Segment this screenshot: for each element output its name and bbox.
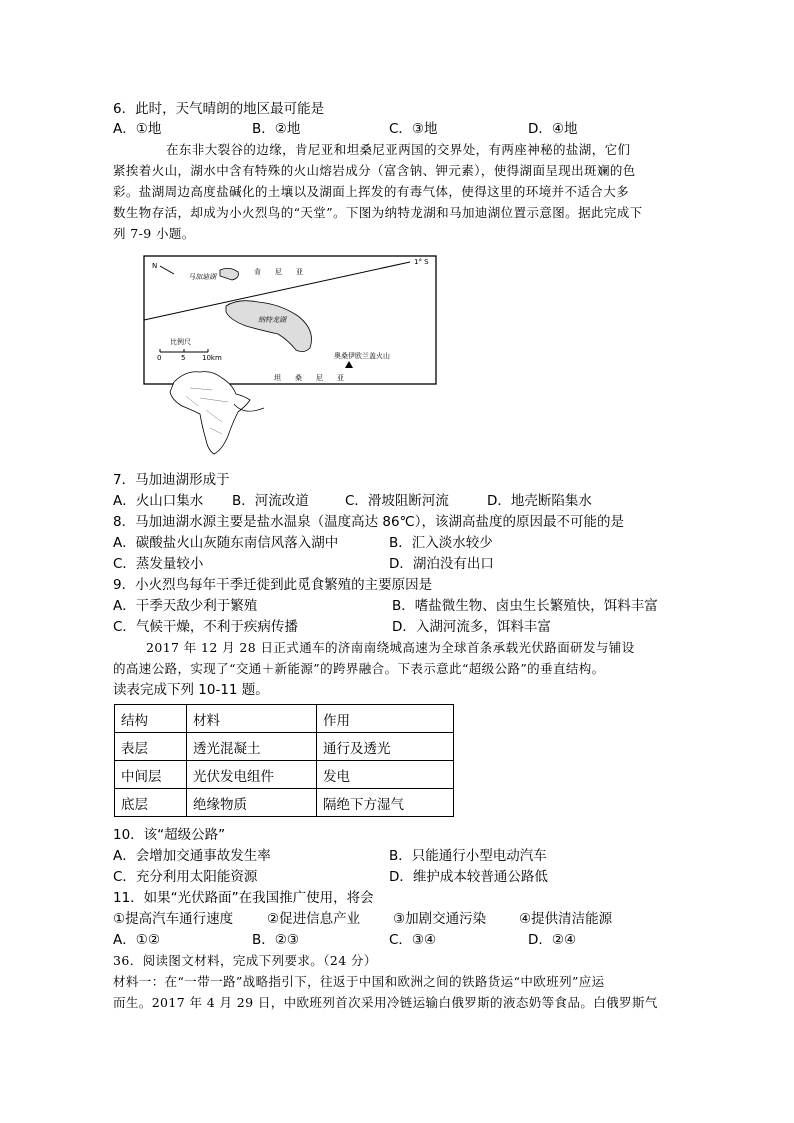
- q10-option-d: D．维护成本较普通公路低: [389, 869, 548, 885]
- q11-item-3: ③加剧交通污染: [393, 911, 487, 927]
- north-label: N: [152, 262, 158, 270]
- q7-option-b: B．河流改道: [232, 493, 309, 509]
- table-row: [115, 761, 454, 789]
- passage1-line-3: 彩。盐湖周边高度盐碱化的土壤以及湖面上挥发的有毒气体，使得这里的环境并不适合大多: [113, 184, 630, 199]
- q6-stem: 6．此时，天气晴朗的地区最可能是: [113, 101, 325, 117]
- q8-option-a: A．碳酸盐火山灰随东南信风落入湖中: [113, 535, 339, 551]
- q9-option-b: B．嗜盐微生物、卤虫生长繁殖快，饵料丰富: [392, 598, 658, 614]
- q6-option-a: A．①地: [113, 121, 162, 137]
- table-cell: 绝缘物质: [187, 789, 317, 817]
- q8-option-c: C．蒸发量较小: [113, 556, 204, 572]
- table-header-row: [115, 705, 454, 733]
- table-cell: 光伏发电组件: [187, 761, 317, 789]
- q11-option-a: A．①②: [113, 932, 160, 948]
- scale-tick-5: 5: [181, 354, 186, 362]
- passage1-line-1: 在东非大裂谷的边缘，肯尼亚和坦桑尼亚两国的交界处，有两座神秘的盐湖，它们: [166, 142, 631, 157]
- table-row: [115, 789, 454, 817]
- q8-option-b: B．汇入淡水较少: [389, 535, 493, 551]
- table-cell: 透光混凝土: [187, 733, 317, 761]
- scale-title: 比例尺: [170, 338, 191, 346]
- q10-option-b: B．只能通行小型电动汽车: [389, 848, 547, 864]
- passage2-line-3: 读表完成下列 10-11 题。: [113, 682, 269, 698]
- table-header-cell: 作用: [317, 705, 454, 733]
- passage1-line-4: 数生物存活，却成为小火烈鸟的“天堂”。下图为纳特龙湖和马加迪湖位置示意图。据此完成下: [113, 205, 643, 220]
- magadi-lake-label: 马加迪湖: [188, 273, 216, 281]
- lake-location-map: [140, 254, 440, 464]
- q9-option-a: A．干季天敌少利于繁殖: [113, 598, 258, 614]
- passage1-line-5: 列 7-9 小题。: [113, 226, 195, 241]
- table-cell: 通行及透光: [317, 733, 454, 761]
- q10-stem: 10．该“超级公路”: [113, 827, 226, 843]
- q9-option-d: D．入湖河流多，饵料丰富: [392, 619, 551, 635]
- q11-option-b: B．②③: [252, 932, 299, 948]
- q6-option-c: C．③地: [389, 121, 438, 137]
- table-cell: 表层: [115, 733, 187, 761]
- q9-stem: 9．小火烈鸟每年干季迁徙到此觅食繁殖的主要原因是: [113, 577, 433, 593]
- table-header-cell: 结构: [115, 705, 187, 733]
- q8-option-d: D．湖泊没有出口: [389, 556, 494, 572]
- q36-line-2: 而生。2017 年 4 月 29 日，中欧班列首次采用冷链运输白俄罗斯的液态奶等食品。白俄罗斯气: [113, 995, 658, 1010]
- scale-tick-0: 0: [157, 354, 162, 362]
- passage1-line-2: 紧挨着火山，湖水中含有特殊的火山熔岩成分（富含钠、钾元素），使得湖面呈现出斑斓的色: [113, 163, 636, 178]
- passage2-line-1: 2017 年 12 月 28 日正式通车的济南南绕城高速为全球首条承载光伏路面研发与铺设: [146, 640, 635, 655]
- q6-option-b: B．②地: [252, 121, 301, 137]
- q10-option-a: A．会增加交通事故发生率: [113, 848, 271, 864]
- table-cell: 底层: [115, 789, 187, 817]
- q11-item-4: ④提供清洁能源: [519, 911, 613, 927]
- table-row: [115, 733, 454, 761]
- q7-option-d: D．地壳断陷集水: [487, 493, 592, 509]
- table-cell: 中间层: [115, 761, 187, 789]
- q7-option-c: C．滑坡阻断河流: [345, 493, 449, 509]
- tanzania-label: 坦 桑 尼 亚: [274, 374, 344, 382]
- q8-stem: 8．马加迪湖水源主要是盐水温泉（温度高达 86℃），该湖高盐度的原因最不可能的是: [113, 514, 624, 530]
- q11-stem: 11．如果“光伏路面”在我国推广使用，将会: [113, 890, 374, 906]
- q9-option-c: C．气候干燥，不利于疾病传播: [113, 619, 298, 635]
- q10-option-c: C．充分利用太阳能资源: [113, 869, 258, 885]
- kenya-label: 肯 尼 亚: [254, 268, 303, 276]
- table-cell: 隔绝下方湿气: [317, 789, 454, 817]
- volcano-label: 奥桑伊欧兰盖火山: [334, 352, 390, 360]
- q36-line-1: 材料一：在“一带一路”战略指引下，往返于中国和欧洲之间的铁路货运“中欧班列”应运: [113, 974, 605, 989]
- scale-tick-10: 10km: [202, 354, 222, 362]
- table-cell: 发电: [317, 761, 454, 789]
- natron-lake-label: 纳特龙湖: [258, 316, 286, 324]
- q6-option-d: D．④地: [528, 121, 578, 137]
- q11-item-1: ①提高汽车通行速度: [113, 911, 234, 927]
- q11-item-2: ②促进信息产业: [267, 911, 361, 927]
- q7-stem: 7．马加迪湖形成于: [113, 472, 230, 488]
- q11-option-d: D．②④: [528, 932, 577, 948]
- q11-option-c: C．③④: [389, 932, 437, 948]
- road-structure-table: [114, 704, 454, 817]
- table-header-cell: 材料: [187, 705, 317, 733]
- passage2-line-2: 的高速公路，实现了“交通＋新能源”的跨界融合。下表示意此“超级公路”的垂直结构。: [113, 661, 605, 676]
- q36-stem: 36．阅读图文材料，完成下列要求。（24 分）: [113, 953, 377, 968]
- latitude-label: 1° S: [414, 258, 429, 266]
- q7-option-a: A．火山口集水: [113, 493, 204, 509]
